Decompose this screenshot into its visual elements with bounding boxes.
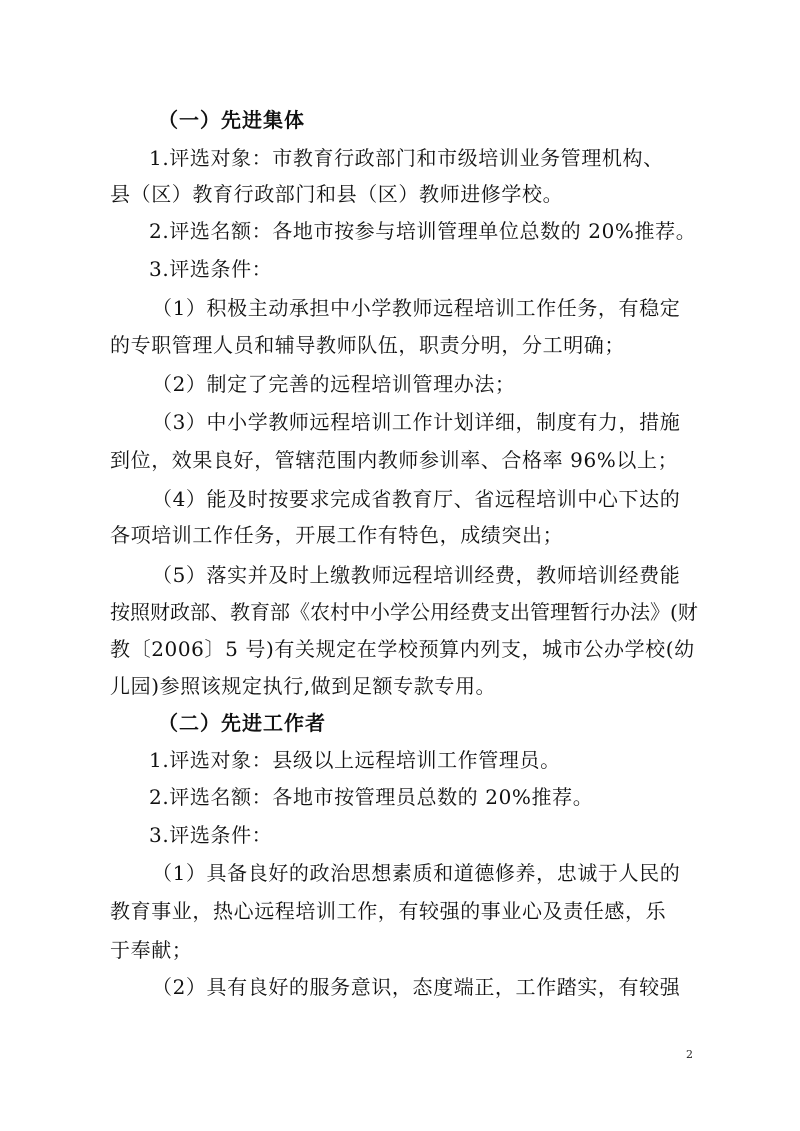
- paragraph-line: 儿园)参照该规定执行,做到足额专款专用。: [110, 674, 497, 698]
- paragraph-line: 1.评选对象：县级以上远程培训工作管理员。: [149, 748, 561, 772]
- paragraph-line: 3.评选条件：: [149, 823, 273, 847]
- section-heading-advanced-worker: （二）先进工作者: [158, 711, 326, 735]
- paragraph-line: 2.评选名额：各地市按管理员总数的 20%推荐。: [149, 785, 594, 809]
- paragraph-line: 教育事业，热心远程培训工作，有较强的事业心及责任感，乐: [110, 899, 667, 923]
- paragraph-line: （2）具有良好的服务意识，态度端正，工作踏实，有较强: [152, 975, 681, 999]
- paragraph-line: 于奉献；: [110, 938, 193, 962]
- paragraph-line: （4）能及时按要求完成省教育厅、省远程培训中心下达的: [152, 487, 681, 511]
- paragraph-line: 各项培训工作任务，开展工作有特色，成绩突出；: [110, 523, 564, 547]
- paragraph-line: 按照财政部、教育部《农村中小学公用经费支出管理暂行办法》(财: [110, 600, 698, 624]
- paragraph-line: （1）积极主动承担中小学教师远程培训工作任务，有稳定: [152, 296, 681, 320]
- paragraph-line: （2）制定了完善的远程培训管理办法；: [152, 372, 516, 396]
- paragraph-line: 的专职管理人员和辅导教师队伍，职责分明，分工明确；: [110, 333, 625, 357]
- section-heading-advanced-collective: （一）先进集体: [158, 108, 305, 132]
- paragraph-line: 3.评选条件：: [149, 257, 273, 281]
- paragraph-line: 1.评选对象：市教育行政部门和市级培训业务管理机构、: [149, 146, 664, 170]
- paragraph-line: （3）中小学教师远程培训工作计划详细，制度有力，措施: [152, 410, 681, 434]
- paragraph-line: 到位，效果良好，管辖范围内教师参训率、合格率 96%以上；: [110, 448, 679, 472]
- paragraph-line: 教〔2006〕5 号)有关规定在学校预算内列支，城市公办学校(幼: [110, 637, 695, 661]
- paragraph-line: （5）落实并及时上缴教师远程培训经费，教师培训经费能: [152, 563, 681, 587]
- paragraph-line: （1）具备良好的政治思想素质和道德修养，忠诚于人民的: [152, 861, 681, 885]
- paragraph-line: 县（区）教育行政部门和县（区）教师进修学校。: [110, 182, 564, 206]
- paragraph-line: 2.评选名额：各地市按参与培训管理单位总数的 20%推荐。: [149, 219, 697, 243]
- page-number: 2: [686, 1048, 693, 1061]
